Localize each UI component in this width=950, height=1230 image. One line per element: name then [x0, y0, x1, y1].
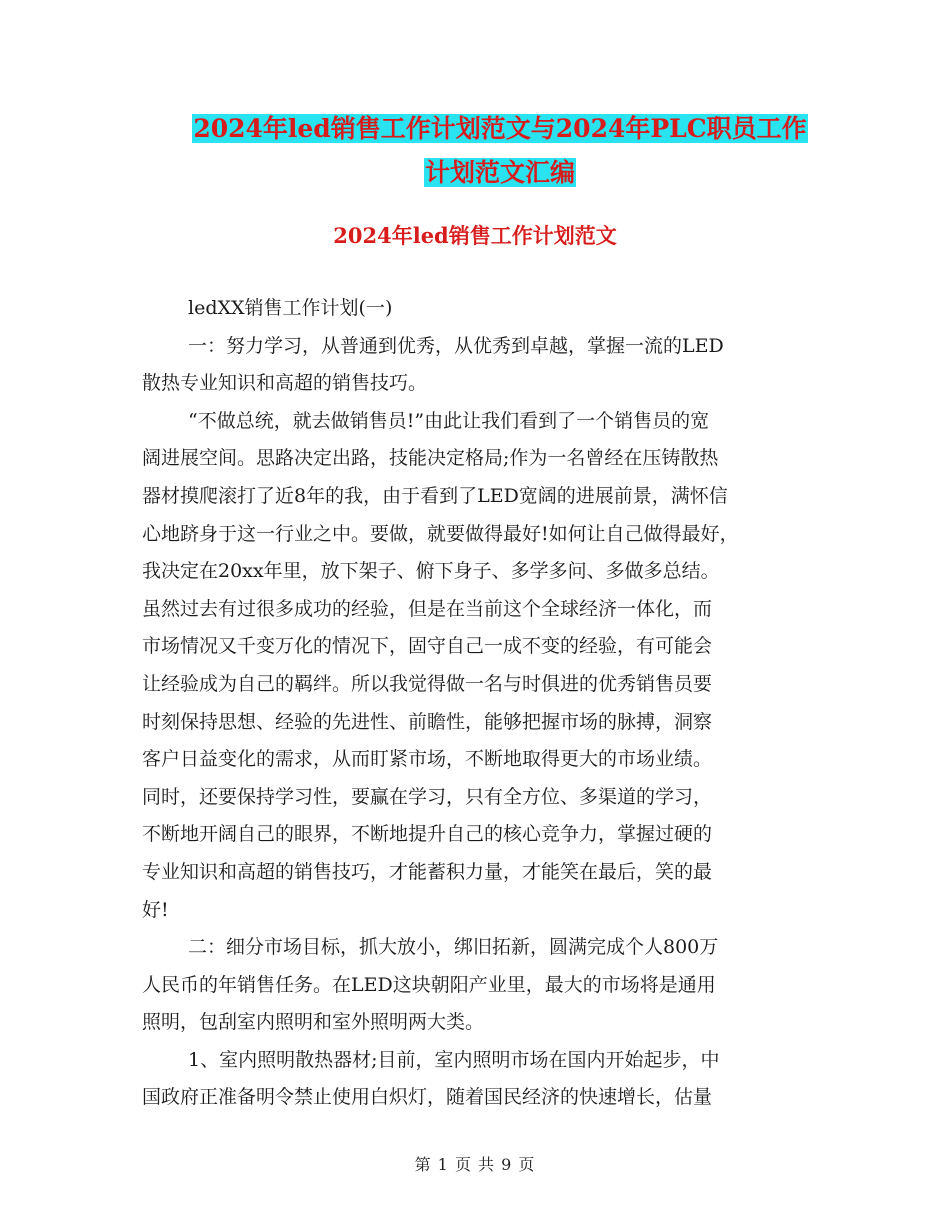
body-line: 器材摸爬滚打了近8年的我，由于看到了LED宽阔的进展前景，满怀信 [142, 484, 728, 507]
body-line: 让经验成为自己的羁绊。所以我觉得做一名与时俱进的优秀销售员要 [142, 672, 713, 695]
section-title: 2024年led销售工作计划范文 [333, 223, 617, 248]
body-line: 照明，包刮室内照明和室外照明两大类。 [142, 1011, 485, 1034]
document-title-text-1: 2024年led销售工作计划范文与2024年PLC职员工作 [193, 114, 807, 143]
body-line: 同时，还要保持学习性，要赢在学习，只有全方位、多渠道的学习， [142, 785, 713, 808]
body-line: 1、室内照明散热器材;目前，室内照明市场在国内开始起步，中 [188, 1048, 720, 1071]
body-line: 时刻保持思想、经验的先进性、前瞻性，能够把握市场的脉搏，洞察 [142, 710, 713, 733]
body-line: 专业知识和高超的销售技巧，才能蓄积力量，才能笑在最后，笑的最 [142, 860, 713, 883]
body-line: 阔进展空间。思路决定出路，技能决定格局;作为一名曾经在压铸散热 [142, 447, 719, 470]
body-line: 人民币的年销售任务。在LED这块朝阳产业里，最大的市场将是通用 [142, 973, 716, 996]
page-footer: 第 1 页 共 9 页 [414, 1155, 536, 1174]
body-line: 二：细分市场目标，抓大放小，绑旧拓新，圆满完成个人800万 [188, 936, 719, 959]
body-line: 虽然过去有过很多成功的经验，但是在当前这个全球经济一体化，而 [142, 597, 713, 620]
body-line: ledXX销售工作计划(一) [188, 297, 393, 319]
document-title-line-1 [190, 108, 810, 150]
document-title-line-2 [190, 152, 810, 194]
body-line: “不做总统，就去做销售员!”由此让我们看到了一个销售员的宽 [188, 409, 710, 432]
document-title-text-2: 计划范文汇编 [424, 158, 575, 187]
body-line: 市场情况又千变万化的情况下，固守自己一成不变的经验，有可能会 [142, 635, 713, 658]
body-line: 心地跻身于这一行业之中。要做，就要做得最好!如何让自己做得最好， [142, 522, 739, 545]
body-line: 客户日益变化的需求，从而盯紧市场，不断地取得更大的市场业绩。 [142, 748, 713, 771]
body-line: 我决定在20xx年里，放下架子、俯下身子、多学多问、多做多总结。 [142, 560, 720, 583]
document-body [142, 290, 822, 1117]
body-line: 国政府正准备明令禁止使用白炽灯，随着国民经济的快速增长，估量 [142, 1086, 713, 1109]
body-line: 一：努力学习，从普通到优秀，从优秀到卓越，掌握一流的LED [188, 334, 724, 357]
body-line: 好! [142, 898, 169, 921]
body-line: 散热专业知识和高超的销售技巧。 [142, 372, 428, 395]
body-line: 不断地开阔自己的眼界，不断地提升自己的核心竞争力，掌握过硬的 [142, 823, 713, 846]
